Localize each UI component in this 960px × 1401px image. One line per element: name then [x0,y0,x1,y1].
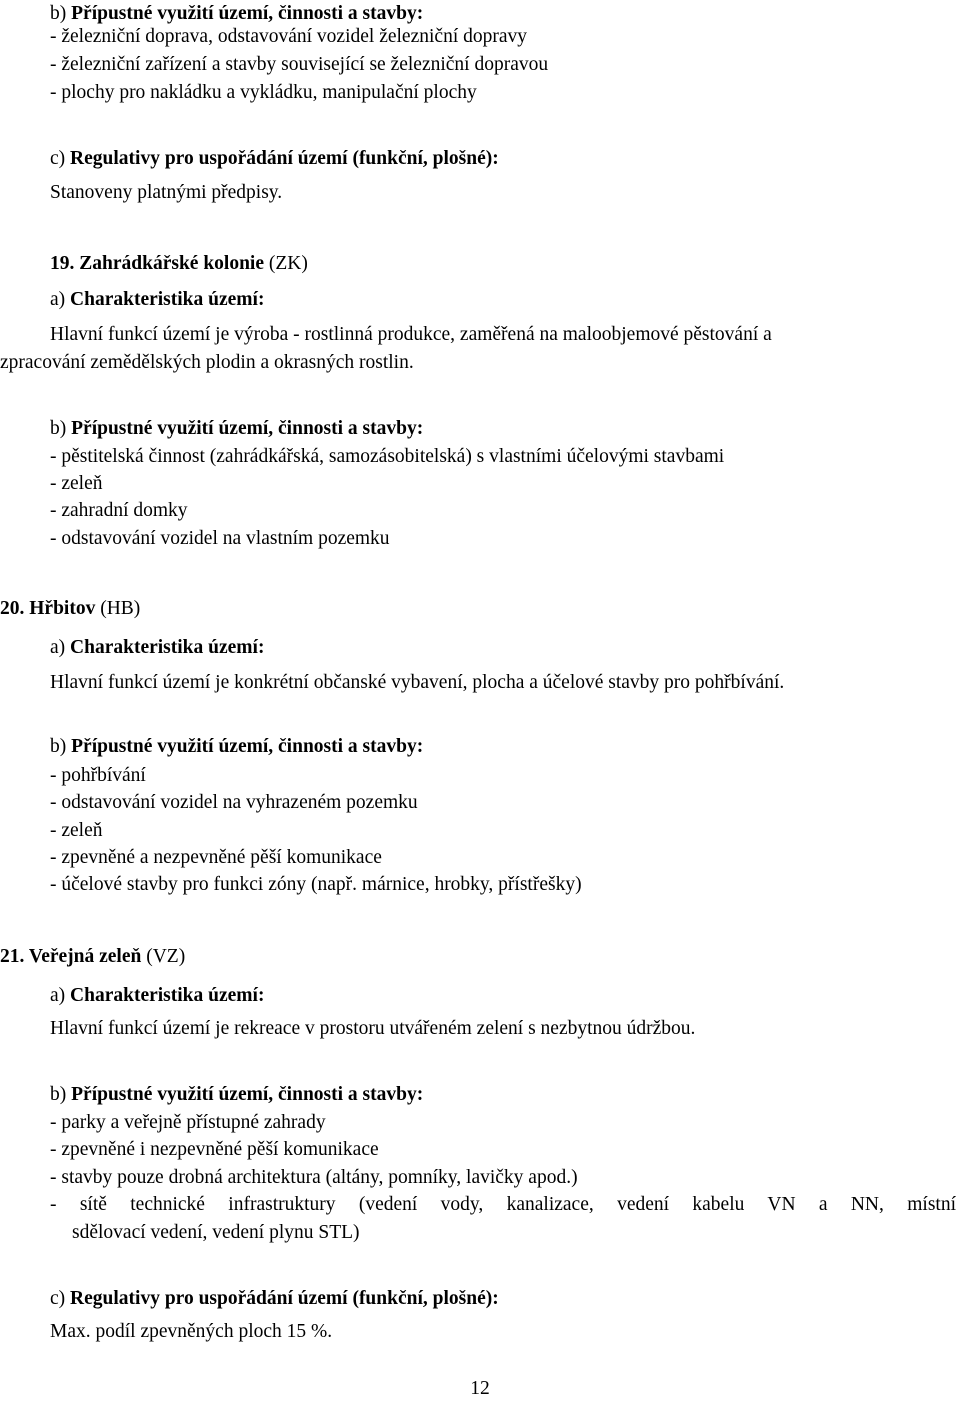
section-19-title: 19. Zahrádkářské kolonie (ZK) [50,253,308,274]
section-21-title: 21. Veřejná zeleň (VZ) [0,946,186,967]
section-21-b-heading: b) Přípustné využití území, činnosti a stavby: [50,1084,424,1105]
top-c-heading: c) Regulativy pro uspořádání území (funkční, plošné): [50,148,499,169]
section-20-a-heading: a) Charakteristika území: [50,637,265,658]
list-item: - železniční zařízení a stavby související se železniční dopravou [50,54,549,75]
section-19-b-heading: b) Přípustné využití území, činnosti a stavby: [50,418,424,439]
list-item: - odstavování vozidel na vlastním pozemku [50,528,390,549]
top-c-text: Stanoveny platnými předpisy. [50,182,283,203]
list-item: - pohřbívání [50,765,146,786]
list-item: - odstavování vozidel na vyhrazeném pozemku [50,792,418,813]
list-item-long-continuation: sdělovací vedení, vedení plynu STL) [72,1222,360,1243]
list-item: - železniční doprava, odstavování vozidel železniční dopravy [50,26,528,47]
page-number: 12 [470,1378,490,1399]
section-21-c-heading: c) Regulativy pro uspořádání území (funkční, plošné): [50,1288,499,1309]
list-item: - účelové stavby pro funkci zóny (např. márnice, hrobky, přístřešky) [50,874,582,895]
list-item: - parky a veřejně přístupné zahrady [50,1112,326,1133]
section-20-title: 20. Hřbitov (HB) [0,598,141,619]
list-item: - zahradní domky [50,500,188,521]
top-b-heading: b) Přípustné využití území, činnosti a stavby: [50,3,424,24]
section-19-a-line1: Hlavní funkcí území je výroba - rostlinná produkce, zaměřená na maloobjemové pěstování a [50,324,772,345]
section-20-a-text: Hlavní funkcí území je konkrétní občanské vybavení, plocha a účelové stavby pro pohřbívání. [50,672,785,693]
section-21-a-heading: a) Charakteristika území: [50,985,265,1006]
list-item: - plochy pro nakládku a vykládku, manipulační plochy [50,82,477,103]
section-20-b-heading: b) Přípustné využití území, činnosti a stavby: [50,736,424,757]
list-item-long: - sítě technické infrastruktury (vedení vody, kanalizace, vedení kabelu VN a NN, místní [50,1194,956,1215]
list-item: - pěstitelská činnost (zahrádkářská, samozásobitelská) s vlastními účelovými stavbami [50,446,725,467]
list-item: - zeleň [50,473,103,494]
section-21-c-text: Max. podíl zpevněných ploch 15 %. [50,1321,333,1342]
list-item: - zpevněné a nezpevněné pěší komunikace [50,847,382,868]
list-item: - stavby pouze drobná architektura (altány, pomníky, lavičky apod.) [50,1167,578,1188]
list-item: - zpevněné i nezpevněné pěší komunikace [50,1139,379,1160]
section-19-a-line2: zpracování zemědělských plodin a okrasných rostlin. [0,352,414,373]
section-21-a-text: Hlavní funkcí území je rekreace v prostoru utvářeném zelení s nezbytnou údržbou. [50,1018,696,1039]
list-item: - zeleň [50,820,103,841]
section-19-a-heading: a) Charakteristika území: [50,289,265,310]
